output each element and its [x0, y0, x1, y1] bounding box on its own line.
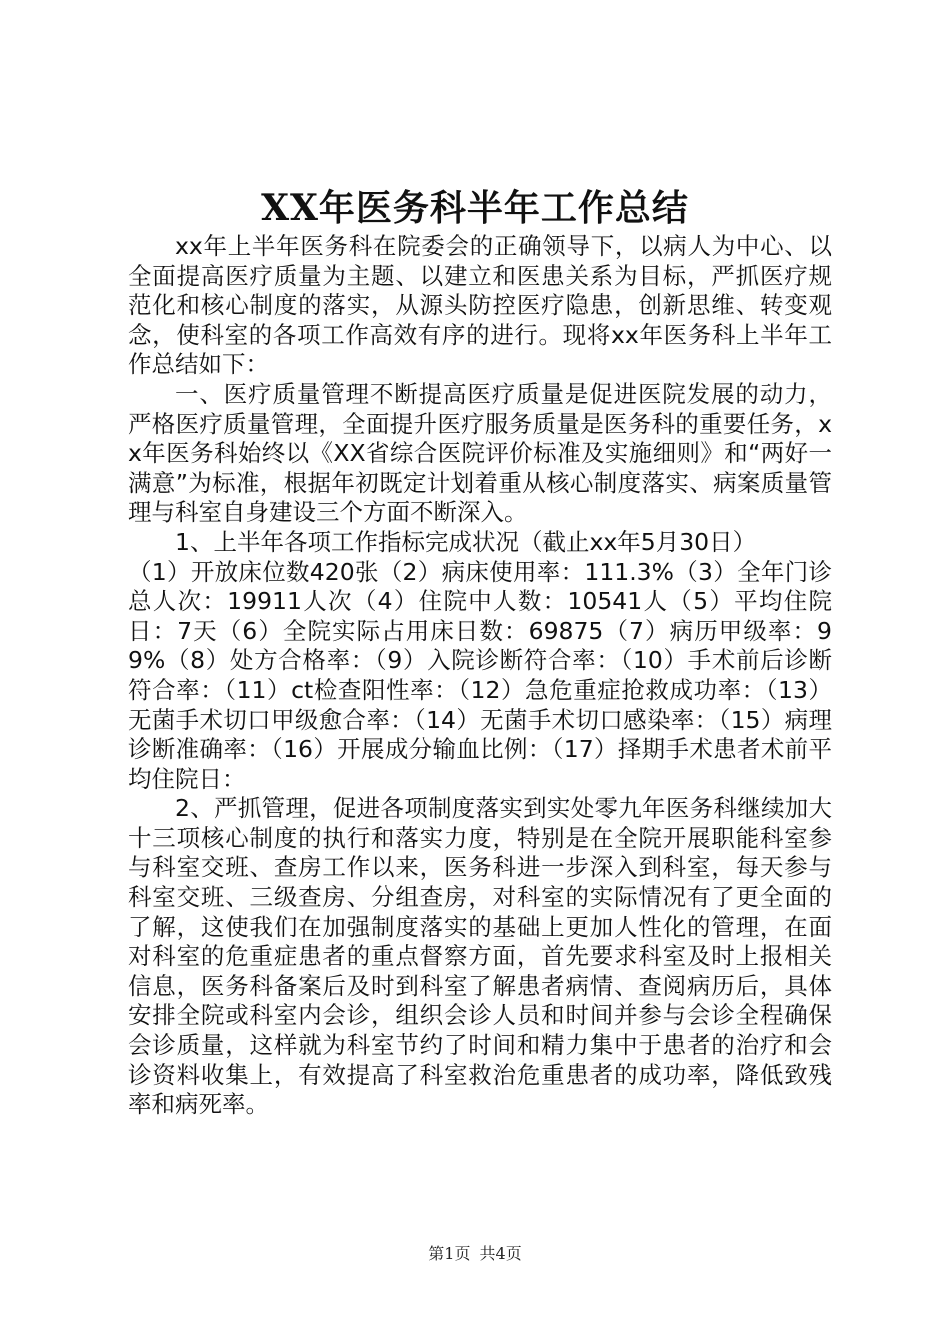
- page-total: 共4页: [479, 1244, 522, 1263]
- page-footer: [0, 1244, 950, 1264]
- indicators-heading: 1、上半年各项工作指标完成状况（截止xx年5月30日）: [175, 527, 757, 556]
- indicators-list: （1）开放床位数420张（2）病床使用率：111.3%（3）全年门诊总人次：19911人次（4）住院中人数：10541人（5）平均住院日：7天（6）全院实际占用床日数：69875（7）病历甲级率：99%（8）处方合格率：（9）入院诊断符合率：（10）手术前后诊断符合率：（11）ct检查阳性率：（12）急危重症抢救成功率：（13）无菌手术切口甲级愈合率：（14）无菌手术切口感染率：（15）病理诊断准确率：（16）开展成分输血比例：（17）择期手术患者术前平均住院日：: [128, 557, 832, 793]
- intro-paragraph: xx年上半年医务科在院委会的正确领导下，以病人为中心、以全面提高医疗质量为主题、以建立和医患关系为目标，严抓医疗规范化和核心制度的落实，从源头防控医疗隐患，创新思维、转变观念，使科室的各项工作高效有序的进行。现将xx年医务科上半年工作总结如下：: [128, 232, 832, 379]
- section-one-paragraph: 一、医疗质量管理不断提高医疗质量是促进医院发展的动力，严格医疗质量管理，全面提升医疗服务质量是医务科的重要任务，xx年医务科始终以《XX省综合医院评价标准及实施细则》和“两好一满意”为标准，根据年初既定计划着重从核心制度落实、病案质量管理与科室自身建设三个方面不断深入。: [128, 379, 832, 527]
- document-title: XX年医务科半年工作总结: [261, 187, 689, 229]
- document-body: [128, 232, 832, 1120]
- management-paragraph: 2、严抓管理，促进各项制度落实到实处零九年医务科继续加大十三项核心制度的执行和落实力度，特别是在全院开展职能科室参与科室交班、查房工作以来，医务科进一步深入到科室，每天参与科室交班、三级查房、分组查房，对科室的实际情况有了更全面的了解，这使我们在加强制度落实的基础上更加人性化的管理，在面对科室的危重症患者的重点督察方面，首先要求科室及时上报相关信息，医务科备案后及时到科室了解患者病情、查阅病历后，具体安排全院或科室内会诊，组织会诊人员和时间并参与会诊全程确保会诊质量，这样就为科室节约了时间和精力集中于患者的治疗和会诊资料收集上，有效提高了科室救治危重患者的成功率，降低致残率和病死率。: [128, 794, 832, 1119]
- page-number: 第1页: [428, 1244, 471, 1263]
